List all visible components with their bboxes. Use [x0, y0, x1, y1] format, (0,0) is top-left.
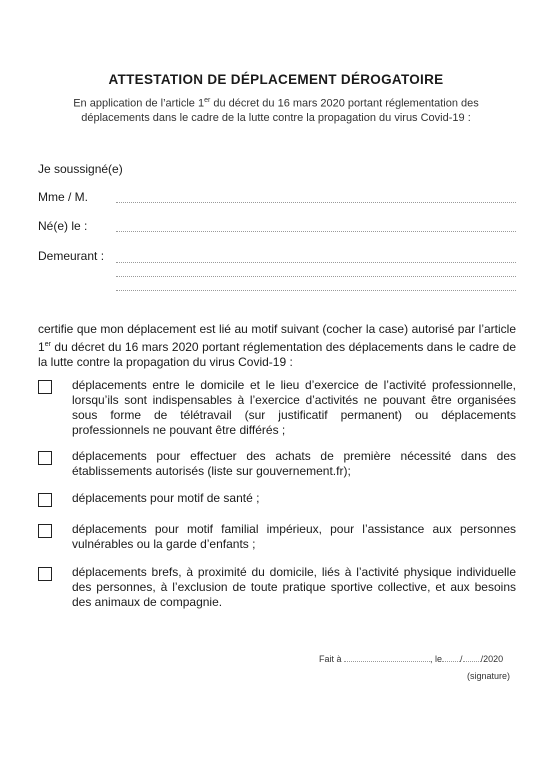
document-title: ATTESTATION DE DÉPLACEMENT DÉROGATOIRE [108, 72, 444, 87]
certification-text [38, 322, 516, 370]
checkbox-physical-activity[interactable] [38, 567, 52, 581]
soussigne-label: Je soussigné(e) [38, 162, 123, 176]
checkbox-purchases[interactable] [38, 451, 52, 465]
address-field-line-1[interactable] [116, 262, 516, 263]
certification-text-part1: certifie que mon déplacement est lié au motif suivant (cocher la case) autorisé par l’article 1 [38, 322, 516, 354]
option-purchases-text: déplacements pour effectuer des achats de première nécessité dans des établissements autorisés (liste sur gouvernement.fr); [72, 449, 516, 478]
fait-a-label: Fait à [319, 654, 342, 664]
day-field[interactable] [442, 653, 460, 662]
le-label: , le [430, 654, 443, 664]
intro-text-part2: du décret du 16 mars 2020 portant réglementation des déplacements dans le cadre de la lutte contre la propagation du virus Covid-19 : [81, 97, 479, 124]
year-label: /2020 [480, 654, 504, 664]
address-field-line-2[interactable] [116, 276, 516, 277]
address-field-line-3[interactable] [116, 290, 516, 291]
month-field[interactable] [463, 653, 481, 662]
option-physical-activity-text: déplacements brefs, à proximité du domicile, liés à l’activité physique individuelle des personnes, à l’exclusion de toute pratique sportive collective, et aux besoins des animaux de compagnie. [72, 565, 516, 609]
signature-label: (signature) [467, 671, 511, 681]
checkbox-professional[interactable] [38, 380, 52, 394]
certification-text-part2: du décret du 16 mars 2020 portant réglementation des déplacements dans le cadre de la lutte contre la propagation du virus Covid-19 : [38, 340, 516, 369]
option-professional-text: déplacements entre le domicile et le lieu d’exercice de l’activité professionnelle, lorsqu’ils sont indispensables à l’exercice d’activités ne pouvant être organisées sous forme de télétravail (sur justificatif permanent) ou déplacements professionnels ne pouvant être différés ; [72, 378, 516, 437]
birth-date-field[interactable] [116, 231, 516, 232]
checkbox-family[interactable] [38, 524, 52, 538]
address-label: Demeurant : [38, 249, 105, 263]
name-label: Mme / M. [38, 190, 88, 204]
option-health-text: déplacements pour motif de santé ; [72, 491, 260, 505]
certification-superscript: er [44, 341, 51, 348]
intro-text-part1: En application de l’article 1 [73, 97, 205, 110]
place-field[interactable] [344, 653, 430, 662]
birth-date-label: Né(e) le : [38, 219, 88, 233]
option-family-text: déplacements pour motif familial impérieux, pour l’assistance aux personnes vulnérables ou la garde d’enfants ; [72, 522, 516, 551]
checkbox-health[interactable] [38, 493, 52, 507]
date-slash: / [460, 654, 463, 664]
intro-text [50, 94, 502, 125]
intro-superscript: er [204, 97, 211, 104]
name-field[interactable] [116, 202, 516, 203]
place-date-line [319, 653, 503, 664]
